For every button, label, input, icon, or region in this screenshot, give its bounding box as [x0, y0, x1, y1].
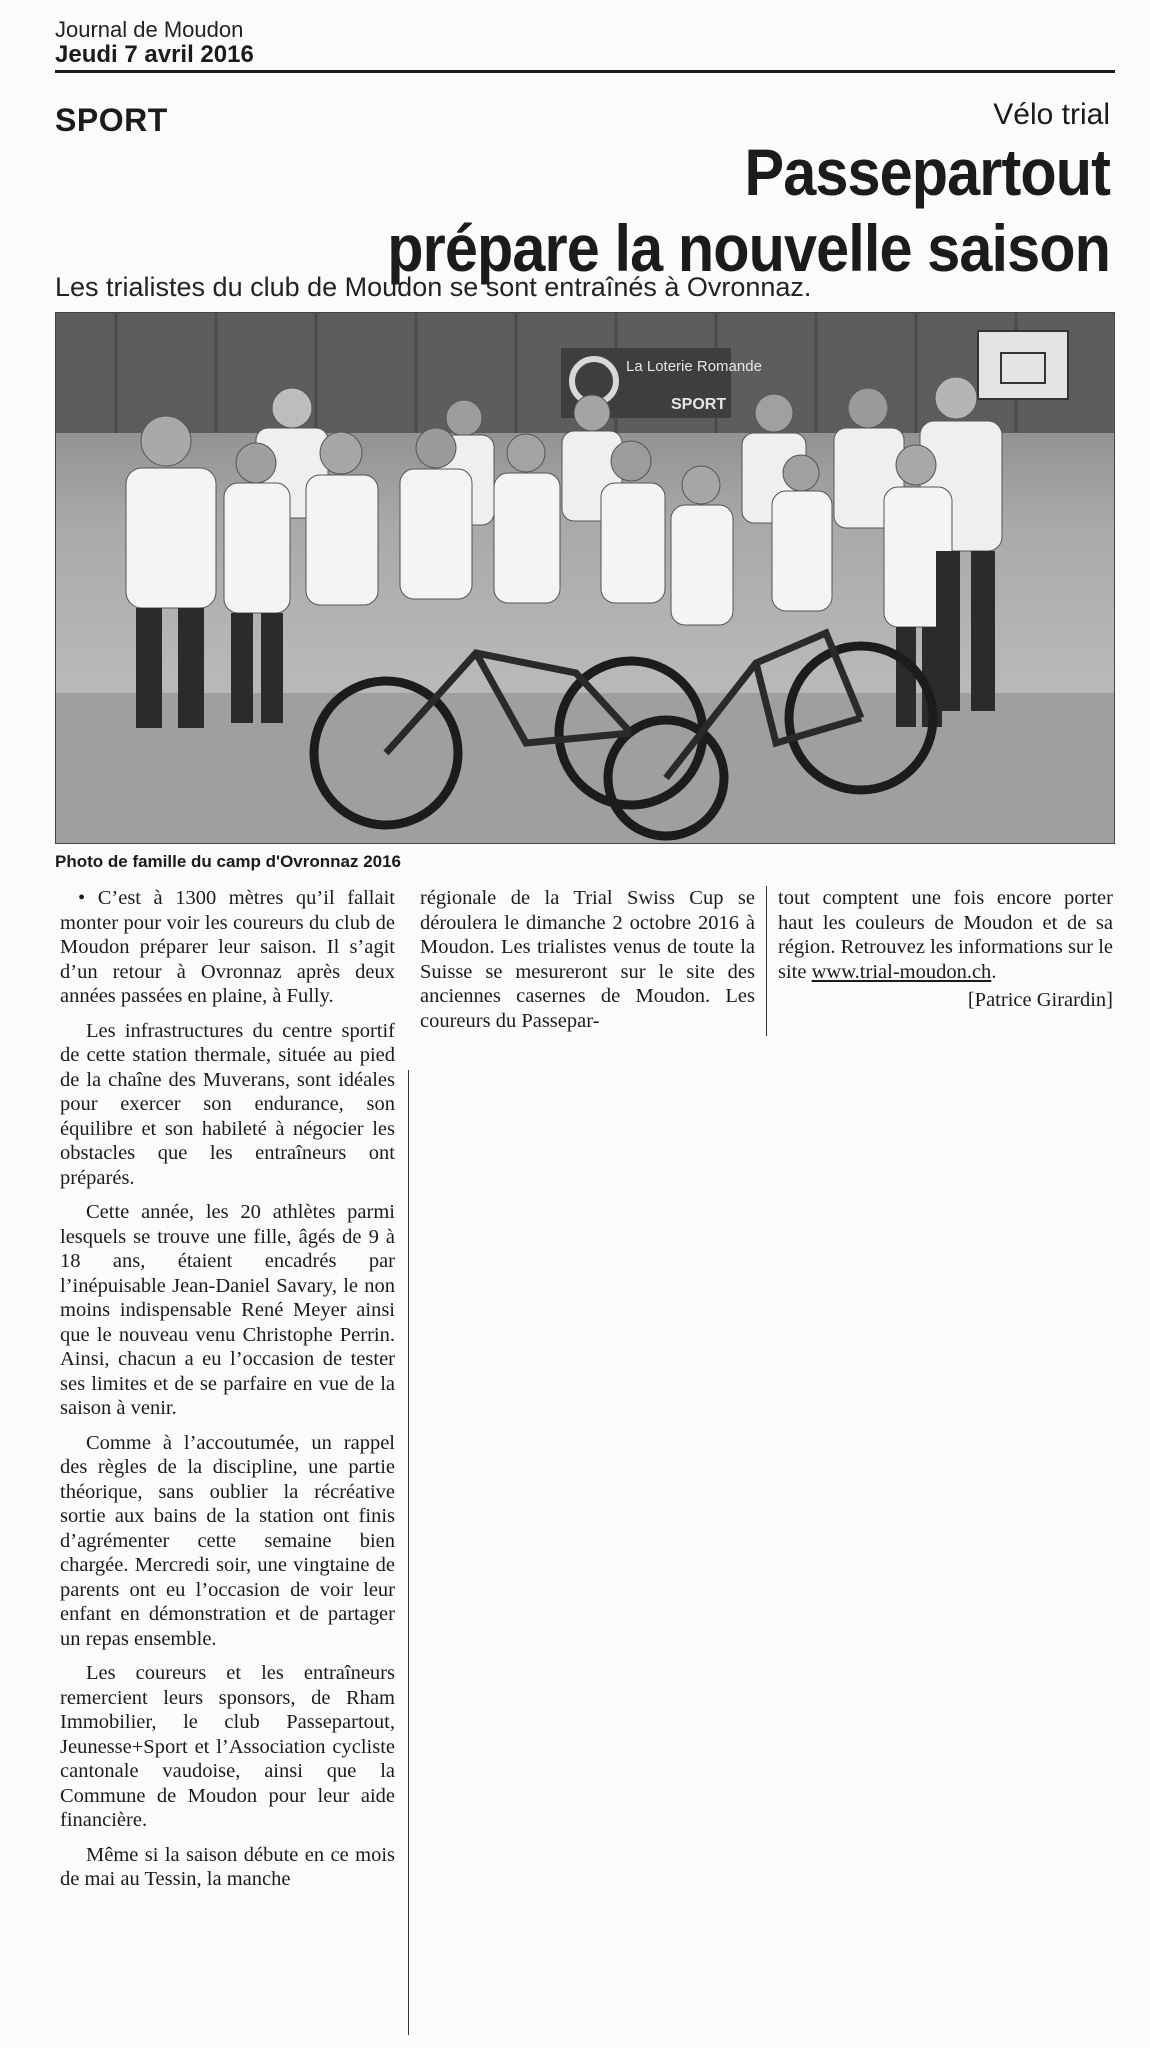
article-column-2: [420, 886, 755, 1043]
byline: [Patrice Girardin]: [967, 989, 1113, 1011]
bullet: •: [78, 887, 86, 909]
paragraph-2: Les infrastructures du centre sportif de cette station thermale, située au pied de la chaîne des Muverans, sont idéales pour exercer son endurance, son équilibre et son habileté à négocier les obstacles que les entraîneurs ont préparés.: [60, 1019, 395, 1189]
banner-text: La Loterie Romande: [626, 358, 762, 375]
masthead: [55, 18, 254, 68]
paragraph-1: [60, 886, 395, 1009]
photo-caption: Photo de famille du camp d'Ovronnaz 2016: [55, 852, 402, 871]
article-subhead: Les trialistes du club de Moudon se sont entraînés à Ovronnaz.: [55, 272, 812, 302]
publication-date: Jeudi 7 avril 2016: [55, 41, 254, 68]
paragraph-8-end: .: [991, 960, 997, 983]
team-photo-illustration: [56, 313, 1114, 843]
paragraph-6: Même si la saison débute en ce mois de mai au Tessin, la manche: [60, 1843, 395, 1890]
website-link[interactable]: www.trial-moudon.ch: [811, 960, 992, 983]
article-headline: [120, 134, 1110, 286]
banner-subtext: SPORT: [671, 396, 727, 413]
paragraph-8: [778, 886, 1113, 984]
team-photo: [55, 312, 1115, 844]
section-label: SPORT: [55, 102, 168, 138]
paragraph-3: Cette année, les 20 athlètes parmi lesquels se trouve une fille, âgés de 9 à 18 ans, étaient encadrés par l’inépuisable Jean-Daniel Savary, le non moins indispensable René Meyer ainsi que le nouveau venu Christophe Perrin. Ainsi, chacun a eu l’occasion de tester ses limites et de se parfaire en vue de la saison à venir.: [60, 1201, 395, 1419]
paragraph-1-text: C’est à 1300 mètres qu’il fallait monter pour voir les coureurs du club de Moudon préparer leur saison. Il s’agit d’un retour à Ovronnaz après deux années passées en plaine, à Fully.: [60, 887, 395, 1007]
column-divider-1: [408, 1070, 409, 2035]
paragraph-7: régionale de la Trial Swiss Cup se déroulera le dimanche 2 octobre 2016 à Moudon. Les trialistes venus de toute la Suisse se mesureront sur le site des anciennes casernes de Moudon. Les coureurs du Passepar-: [420, 887, 755, 1032]
headline-line-1: Passepartout: [744, 135, 1110, 209]
paragraph-4: Comme à l’accoutumée, un rappel des règles de la discipline, une partie théorique, sans oublier la récréative sortie aux bains de la station ont finis d’agrémenter cette semaine bien chargée. Mercredi soir, une vingtaine de parents ont eu l’occasion de voir leur enfant en démonstration et de partager un repas ensemble.: [60, 1431, 395, 1650]
rubric-label: Vélo trial: [993, 98, 1110, 131]
article-column-3: [778, 886, 1113, 1017]
headline-line-2: prépare la nouvelle saison: [387, 211, 1110, 285]
column-divider-2: [766, 886, 767, 1036]
paragraph-8-text: tout comptent une fois encore porter haut les couleurs de Moudon et de sa région. Retrouvez les informations sur le site: [778, 887, 1113, 983]
publication-name: Journal de Moudon: [55, 17, 244, 42]
paragraph-5: Les coureurs et les entraîneurs remercient leurs sponsors, de Rham Immobilier, le club Passepartout, Jeunesse+Sport et l’Association cycliste cantonale vaudoise, ainsi que la Commune de Moudon pour leur aide financière.: [60, 1662, 395, 1831]
article-column-1: [60, 886, 395, 1902]
masthead-divider: [55, 70, 1115, 73]
